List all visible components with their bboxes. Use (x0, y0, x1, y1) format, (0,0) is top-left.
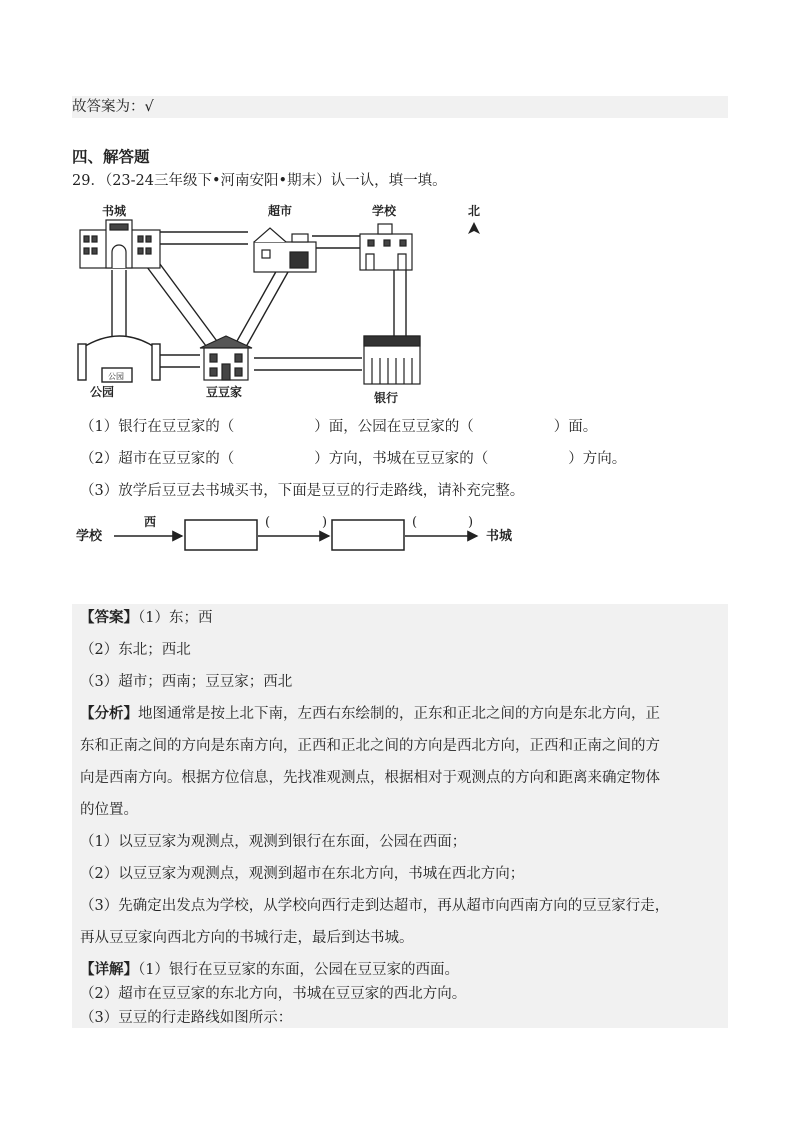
school-building-icon (360, 224, 412, 270)
analysis-line-2: 东和正南之间的方向是东南方向，正西和正北之间的方向是西北方向，正西和正南之间的方 (80, 738, 660, 754)
answer-line-1: 【答案】（1）东；西 (80, 609, 213, 626)
park-gate-sign: 公园 (108, 372, 124, 381)
map-label-school: 学校 (372, 204, 397, 218)
answer-line-3: （3）超市；西南；豆豆家；西北 (80, 674, 293, 690)
doudou-home-icon (200, 336, 252, 380)
route-start-label: 学校 (76, 529, 103, 544)
detail-line-1: 【详解】（1）银行在豆豆家的东面，公园在豆豆家的西面。 (80, 961, 459, 978)
analysis-step-3b: 再从豆豆家向西北方向的书城行走，最后到达书城。 (80, 930, 414, 946)
answer-tag: 【答案】 (80, 609, 138, 626)
route-direction-blank-1[interactable] (273, 512, 317, 528)
answer-line-2: （2）东北；西北 (80, 642, 191, 658)
question-source: （23-24三年级下•河南安阳•期末） (104, 173, 331, 189)
route-answer-box-2[interactable] (332, 520, 404, 550)
analysis-line-1: 【分析】地图通常是按上北下南，左西右东绘制的，正东和正北之间的方向是东北方向，正 (80, 705, 660, 722)
bookstore-building-icon (80, 220, 160, 268)
question-prompt: 认一认，填一填。 (330, 173, 447, 189)
previous-answer-line: 故答案为：√ (72, 96, 728, 118)
route-diagram (72, 508, 532, 558)
sub-question-2: （2）超市在豆豆家的（ ）方向，书城在豆豆家的（ ）方向。 (80, 451, 627, 467)
map-label-park: 公园 (90, 385, 115, 399)
map-label-bank: 银行 (374, 391, 399, 405)
analysis-step-1: （1）以豆豆家为观测点，观测到银行在东面，公园在西面； (80, 834, 467, 850)
sub-question-3: （3）放学后豆豆去书城买书，下面是豆豆的行走路线，请补充完整。 (80, 483, 525, 499)
map-label-bookstore: 书城 (102, 204, 127, 218)
analysis-line-4: 的位置。 (80, 802, 138, 818)
analysis-tag: 【分析】 (80, 705, 138, 722)
map-label-north: 北 (468, 204, 481, 218)
route-direction-paren-close-1: ) (322, 515, 328, 530)
route-first-direction: 西 (144, 515, 157, 529)
detail-line-2: （2）超市在豆豆家的东北方向，书城在豆豆家的西北方向。 (80, 986, 467, 1002)
analysis-line-3: 向是西南方向。根据方位信息，先找准观测点，根据相对于观测点的方向和距离来确定物体 (80, 770, 660, 786)
route-direction-paren-close-2: ) (468, 515, 474, 530)
route-answer-box-1[interactable] (185, 520, 257, 550)
bank-building-icon (364, 336, 420, 384)
route-direction-paren-open-2: ( (412, 515, 418, 530)
analysis-step-3a: （3）先确定出发点为学校，从学校向西行走到达超市，再从超市向西南方向的豆豆家行走， (80, 898, 670, 914)
route-end-label: 书城 (486, 529, 513, 544)
map-figure (72, 198, 512, 410)
question-stem (72, 170, 447, 192)
sub-question-1: （1）银行在豆豆家的（ ）面，公园在豆豆家的（ ）面。 (80, 419, 598, 435)
question-number: 29． (72, 173, 105, 189)
analysis-step-2: （2）以豆豆家为观测点，观测到超市在东北方向，书城在西北方向； (80, 866, 525, 882)
detail-line-3: （3）豆豆的行走路线如图所示： (80, 1010, 293, 1026)
detail-tag: 【详解】 (80, 961, 138, 978)
section-title: 四、解答题 (72, 147, 150, 166)
supermarket-building-icon (254, 228, 316, 272)
map-label-supermarket: 超市 (268, 204, 293, 218)
answer-block (72, 604, 728, 1028)
north-arrow-icon (468, 222, 480, 234)
route-direction-paren-open-1: ( (265, 515, 271, 530)
route-direction-blank-2[interactable] (420, 512, 464, 528)
map-label-doudou-home: 豆豆家 (206, 385, 243, 399)
